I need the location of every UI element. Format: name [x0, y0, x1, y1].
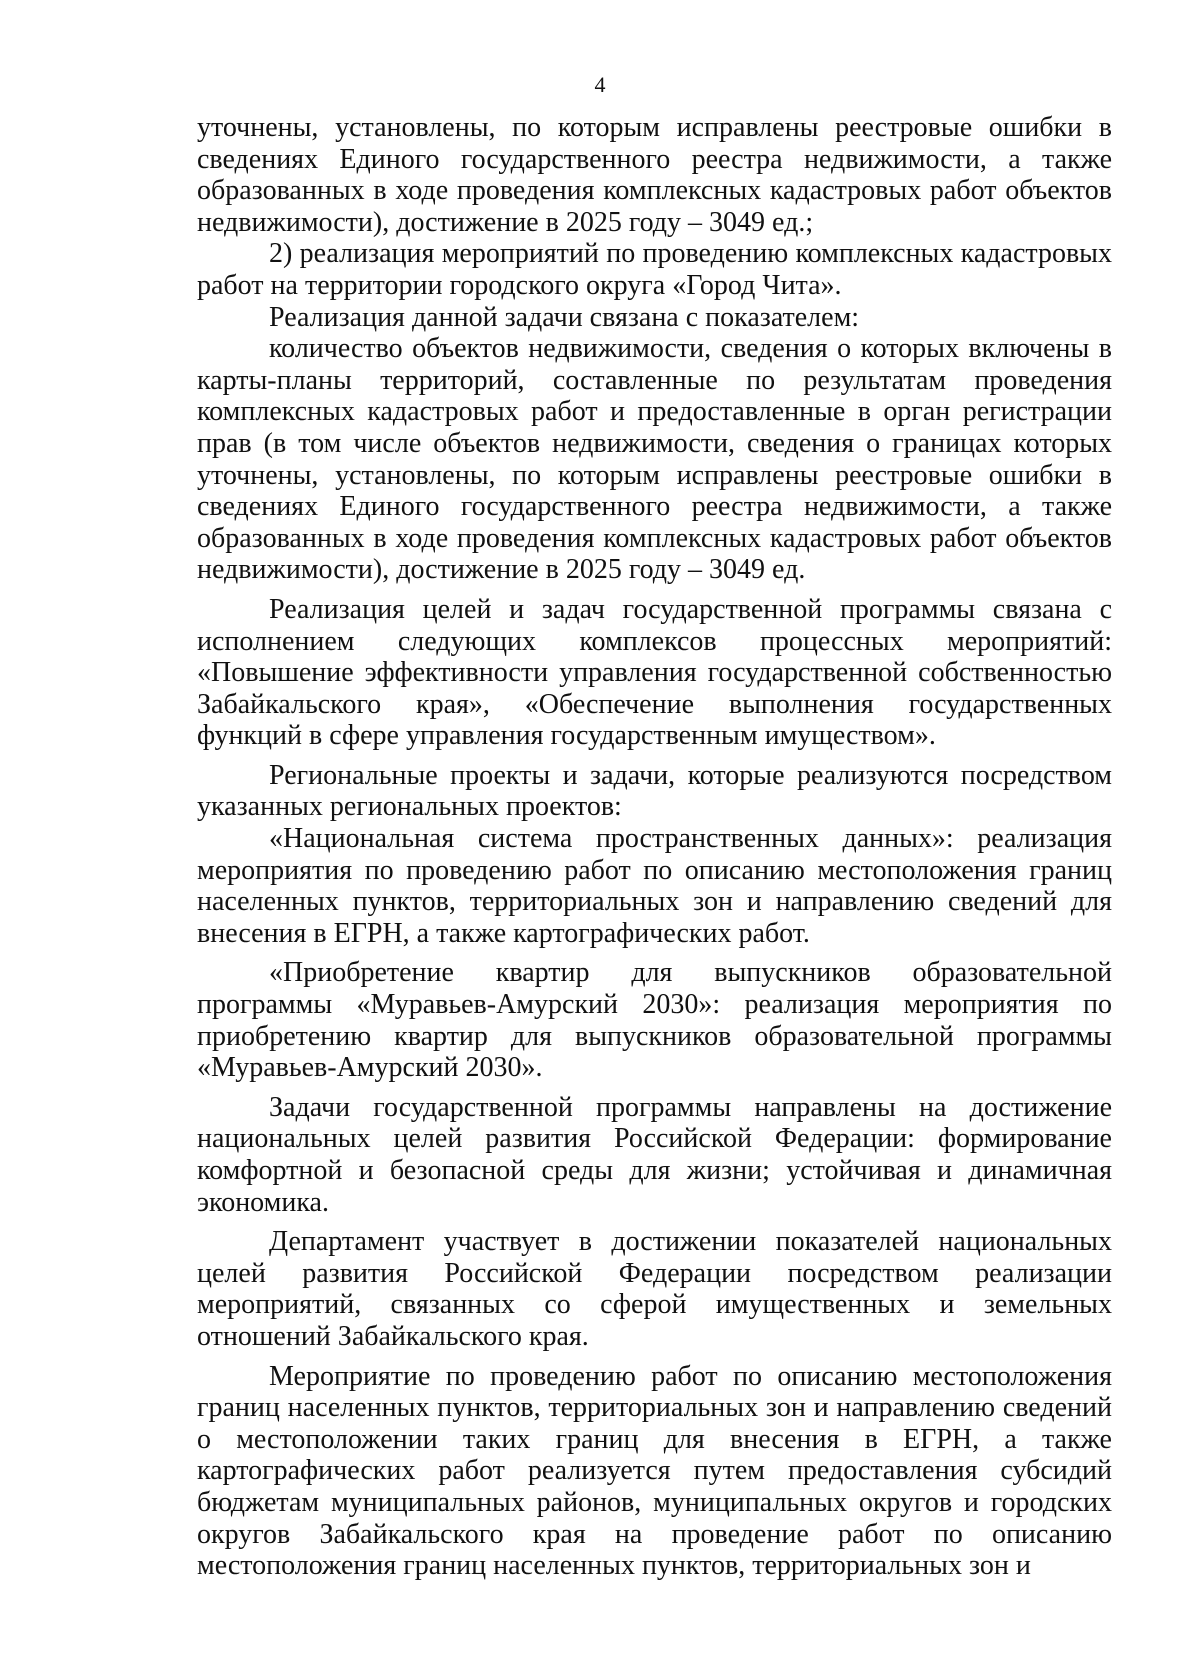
paragraph-continuation: уточнены, установлены, по которым исправлены реестровые ошибки в сведениях Единого государственного реестра недвижимости, а также образованных в ходе проведения комплексных кадастровых работ объектов недвижимости), достижение в 2025 году – 3049 ед.;: [197, 112, 1112, 238]
paragraph-subsidies: Мероприятие по проведению работ по описанию местоположения границ населенных пунктов, территориальных зон и направлению сведений о местоположении таких границ для внесения в ЕГРН, а также картографических работ реализуется путем предоставления субсидий бюджетам муниципальных районов, муниципальных округов и городских округов Забайкальского края на проведение работ по описанию местоположения границ населенных пунктов, территориальных зон и: [197, 1360, 1112, 1582]
paragraph-regional-projects-intro: Региональные проекты и задачи, которые реализуются посредством указанных региональных проектов:: [197, 759, 1112, 823]
paragraph-national-goals: Задачи государственной программы направлены на достижение национальных целей развития Российской Федерации: формирование комфортной и безопасной среды для жизни; устойчивая и динамичная экономика.: [197, 1091, 1112, 1218]
paragraph-indicator: количество объектов недвижимости, сведения о которых включены в карты-планы территорий, составленные по результатам проведения комплексных кадастровых работ и предоставленные в орган регистрации прав (в том числе объектов недвижимости, сведения о границах которых уточнены, установлены, по которым исправлены реестровые ошибки в сведениях Единого государственного реестра недвижимости, а также образованных в ходе проведения комплексных кадастровых работ объектов недвижимости), достижение в 2025 году – 3049 ед.: [197, 333, 1112, 586]
page-number: 4: [594, 72, 606, 97]
paragraph-apartments-project: «Приобретение квартир для выпускников образовательной программы «Муравьев-Амурский 2030»: реализация мероприятия по приобретению квартир для выпускников образовательной программы «Муравьев-Амурский 2030».: [197, 957, 1112, 1084]
paragraph-spatial-data-project: «Национальная система пространственных данных»: реализация мероприятия по проведению работ по описанию местоположения границ населенных пунктов, территориальных зон и направлению сведений для внесения в ЕГРН, а также картографических работ.: [197, 823, 1112, 949]
paragraph-department-role: Департамент участвует в достижении показателей национальных целей развития Российской Федерации посредством реализации мероприятий, связанных со сферой имущественных и земельных отношений Забайкальского края.: [197, 1226, 1112, 1352]
paragraph-indicator-intro: Реализация данной задачи связана с показателем:: [269, 301, 860, 333]
paragraph-process-complexes: Реализация целей и задач государственной программы связана с исполнением следующих комплексов процессных мероприятий: «Повышение эффективности управления государственной собственностью Забайкальского края», «Обеспечение выполнения государственных функций в сфере управления государственным имуществом».: [197, 593, 1112, 752]
paragraph-item-2: 2) реализация мероприятий по проведению комплексных кадастровых работ на территории городского округа «Город Чита».: [197, 238, 1112, 301]
document-body: [197, 112, 1112, 1582]
